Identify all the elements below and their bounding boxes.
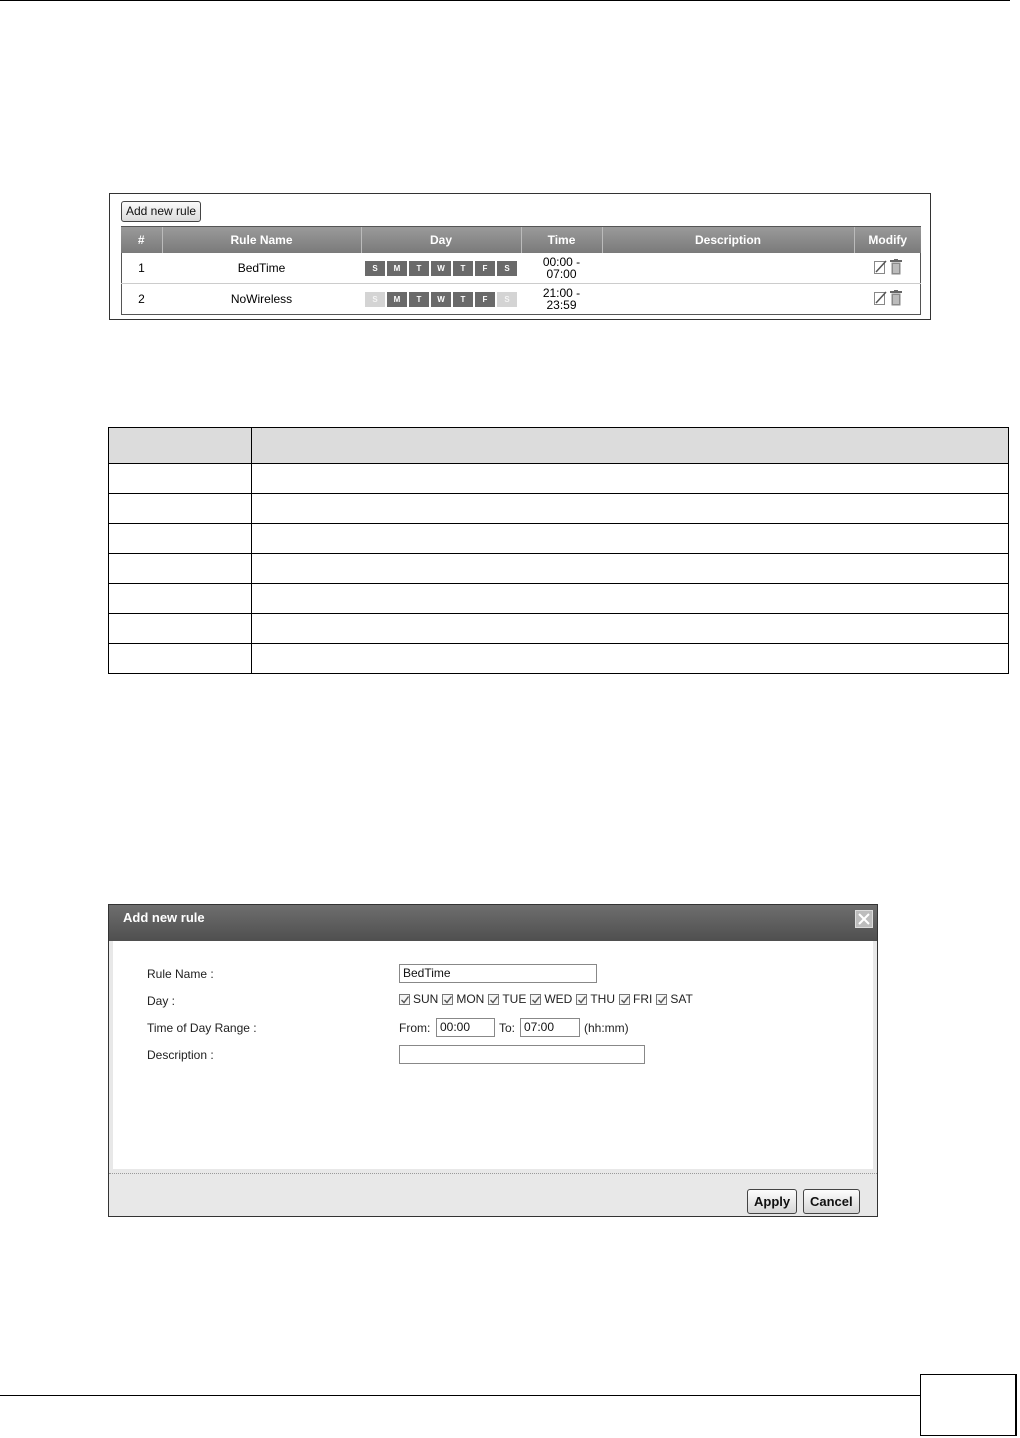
checkbox-checked-icon[interactable]	[530, 994, 541, 1005]
page-number-box	[920, 1374, 1017, 1436]
rules-screen	[109, 193, 931, 320]
table-header-row	[109, 428, 1009, 464]
table-cell	[109, 494, 252, 524]
time-range-label: Time of Day Range :	[147, 1021, 257, 1035]
day-checkbox-label: FRI	[633, 992, 653, 1006]
rule-modify	[854, 253, 921, 284]
add-new-rule-button[interactable]: Add new rule	[121, 201, 201, 222]
dialog-title-bar	[109, 905, 877, 941]
table-cell	[252, 464, 1009, 494]
col-description: Description	[602, 227, 854, 253]
rules-table	[121, 227, 921, 314]
table-row	[121, 253, 921, 284]
day-checkbox-label: SUN	[413, 992, 439, 1006]
day-badge: W	[431, 261, 451, 276]
col-number: #	[121, 227, 162, 253]
cancel-button[interactable]: Cancel	[803, 1189, 860, 1214]
rule-number: 1	[121, 253, 162, 284]
to-time-input[interactable]: 07:00	[520, 1018, 580, 1037]
to-label: To:	[499, 1021, 516, 1035]
table-row	[109, 584, 1009, 614]
rule-time-start: 00:00 -	[542, 255, 581, 269]
rule-modify	[854, 284, 921, 315]
rule-description	[602, 253, 854, 284]
table-row	[109, 644, 1009, 674]
table-cell	[109, 554, 252, 584]
edit-icon[interactable]	[874, 291, 887, 305]
day-badges	[365, 261, 517, 276]
rule-time	[521, 253, 602, 284]
add-rule-dialog	[108, 904, 878, 1217]
checkbox-checked-icon[interactable]	[488, 994, 499, 1005]
table-cell	[252, 614, 1009, 644]
day-checkboxes	[399, 992, 697, 1006]
checkbox-checked-icon[interactable]	[442, 994, 453, 1005]
day-checkbox-label: SAT	[670, 992, 693, 1006]
description-input[interactable]	[399, 1045, 645, 1064]
day-badge: T	[409, 292, 429, 307]
checkbox-checked-icon[interactable]	[399, 994, 410, 1005]
rule-name-input[interactable]: BedTime	[399, 964, 597, 983]
day-label: Day :	[147, 994, 176, 1008]
rules-table-header	[121, 227, 921, 253]
table-cell	[252, 554, 1009, 584]
day-badge: S	[497, 292, 517, 307]
delete-icon[interactable]	[890, 290, 902, 306]
rule-name-label: Rule Name :	[147, 967, 214, 981]
rule-name: BedTime	[162, 253, 361, 284]
day-badge: T	[453, 261, 473, 276]
checkbox-checked-icon[interactable]	[619, 994, 630, 1005]
table-cell	[109, 464, 252, 494]
rule-time-start: 21:00 -	[542, 286, 581, 300]
day-checkbox-label: TUE	[502, 992, 527, 1006]
rule-time-end: 23:59	[546, 298, 577, 312]
edit-icon[interactable]	[874, 260, 887, 274]
day-badges	[365, 292, 517, 307]
day-badge: M	[387, 292, 407, 307]
table-row	[109, 464, 1009, 494]
from-label: From:	[399, 1021, 431, 1035]
table-row	[109, 614, 1009, 644]
col-day: Day	[361, 227, 521, 253]
day-badge: M	[387, 261, 407, 276]
rule-days	[361, 253, 521, 284]
checkbox-checked-icon[interactable]	[656, 994, 667, 1005]
table-cell	[109, 614, 252, 644]
description-label: Description :	[147, 1048, 214, 1062]
day-badge: S	[365, 261, 385, 276]
col-modify: Modify	[854, 227, 921, 253]
table-cell	[109, 524, 252, 554]
time-format-hint: (hh:mm)	[584, 1021, 629, 1035]
rule-time	[521, 284, 602, 315]
table-row	[121, 284, 921, 315]
day-badge: S	[365, 292, 385, 307]
table-cell	[252, 494, 1009, 524]
table-cell	[252, 524, 1009, 554]
table-row	[109, 524, 1009, 554]
header-rule	[0, 0, 1010, 1]
day-badge: T	[453, 292, 473, 307]
col-time: Time	[521, 227, 602, 253]
rule-description	[602, 284, 854, 315]
close-icon[interactable]	[855, 910, 873, 928]
day-badge: T	[409, 261, 429, 276]
table-header-cell	[109, 428, 252, 464]
day-badge: S	[497, 261, 517, 276]
delete-icon[interactable]	[890, 259, 902, 275]
checkbox-checked-icon[interactable]	[576, 994, 587, 1005]
dialog-body	[113, 941, 873, 1169]
table-row	[109, 494, 1009, 524]
field-description-table	[108, 427, 1009, 674]
day-badge: F	[475, 292, 495, 307]
day-checkbox-label: MON	[456, 992, 485, 1006]
dialog-title: Add new rule	[123, 910, 205, 925]
footer-rule	[0, 1395, 920, 1396]
apply-button[interactable]: Apply	[747, 1189, 797, 1214]
table-cell	[252, 644, 1009, 674]
table-cell	[109, 644, 252, 674]
table-cell	[252, 584, 1009, 614]
dialog-divider	[109, 1173, 877, 1174]
from-time-input[interactable]: 00:00	[436, 1018, 495, 1037]
rule-number: 2	[138, 292, 145, 306]
day-checkbox-label: THU	[590, 992, 616, 1006]
rule-days	[361, 284, 521, 315]
day-badge: W	[431, 292, 451, 307]
table-cell	[109, 584, 252, 614]
col-rule-name: Rule Name	[162, 227, 361, 253]
rule-name: NoWireless	[230, 292, 293, 306]
day-checkbox-label: WED	[544, 992, 573, 1006]
table-row	[109, 554, 1009, 584]
day-badge: F	[475, 261, 495, 276]
table-header-cell	[252, 428, 1009, 464]
rule-time-end: 07:00	[546, 267, 577, 281]
